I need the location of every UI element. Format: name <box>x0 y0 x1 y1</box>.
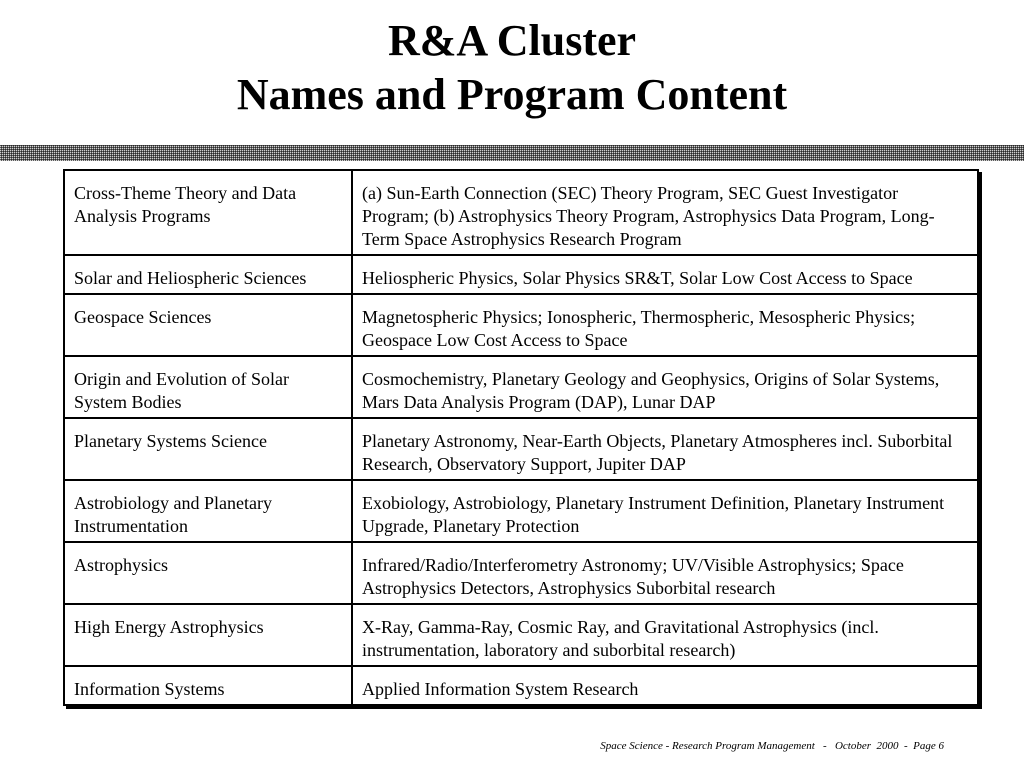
table-row <box>64 480 978 542</box>
cluster-name-cell: Astrophysics <box>64 542 352 604</box>
table-row <box>64 604 978 666</box>
cluster-name-cell: Geospace Sciences <box>64 294 352 356</box>
cluster-name-cell: Cross-Theme Theory and Data Analysis Programs <box>64 170 352 255</box>
title-line-1: R&A Cluster <box>387 16 637 65</box>
decorative-divider <box>0 145 1024 161</box>
cluster-name-cell: Planetary Systems Science <box>64 418 352 480</box>
program-content-cell: Magnetospheric Physics; Ionospheric, Thermospheric, Mesospheric Physics; Geospace Low Cost Access to Space <box>352 294 978 356</box>
slide-footer: Space Science - Research Program Management - October 2000 - Page 6 <box>600 740 944 752</box>
table-row <box>64 356 978 418</box>
program-content-cell: Applied Information System Research <box>352 666 978 705</box>
program-content-cell: Cosmochemistry, Planetary Geology and Geophysics, Origins of Solar Systems, Mars Data Analysis Program (DAP), Lunar DAP <box>352 356 978 418</box>
cluster-name-cell: Information Systems <box>64 666 352 705</box>
table-row <box>64 666 978 705</box>
cluster-name-cell: Solar and Heliospheric Sciences <box>64 255 352 294</box>
cluster-name-cell: Origin and Evolution of Solar System Bodies <box>64 356 352 418</box>
title-line-2: Names and Program Content <box>236 70 788 119</box>
table-row <box>64 170 978 255</box>
table-row <box>64 294 978 356</box>
program-content-cell: Heliospheric Physics, Solar Physics SR&T, Solar Low Cost Access to Space <box>352 255 978 294</box>
program-content-cell: (a) Sun-Earth Connection (SEC) Theory Program, SEC Guest Investigator Program; (b) Astrophysics Theory Program, Astrophysics Data Program, Long-Term Space Astrophysics Research Program <box>352 170 978 255</box>
cluster-table <box>63 169 979 706</box>
program-content-cell: Exobiology, Astrobiology, Planetary Instrument Definition, Planetary Instrument Upgrade, Planetary Protection <box>352 480 978 542</box>
slide-title <box>0 14 1024 122</box>
table-row <box>64 255 978 294</box>
table-row <box>64 418 978 480</box>
table-row <box>64 542 978 604</box>
program-content-cell: X-Ray, Gamma-Ray, Cosmic Ray, and Gravitational Astrophysics (incl. instrumentation, laboratory and suborbital research) <box>352 604 978 666</box>
program-content-cell: Infrared/Radio/Interferometry Astronomy; UV/Visible Astrophysics; Space Astrophysics Detectors, Astrophysics Suborbital research <box>352 542 978 604</box>
program-content-cell: Planetary Astronomy, Near-Earth Objects, Planetary Atmospheres incl. Suborbital Research, Observatory Support, Jupiter DAP <box>352 418 978 480</box>
cluster-name-cell: High Energy Astrophysics <box>64 604 352 666</box>
cluster-name-cell: Astrobiology and Planetary Instrumentation <box>64 480 352 542</box>
